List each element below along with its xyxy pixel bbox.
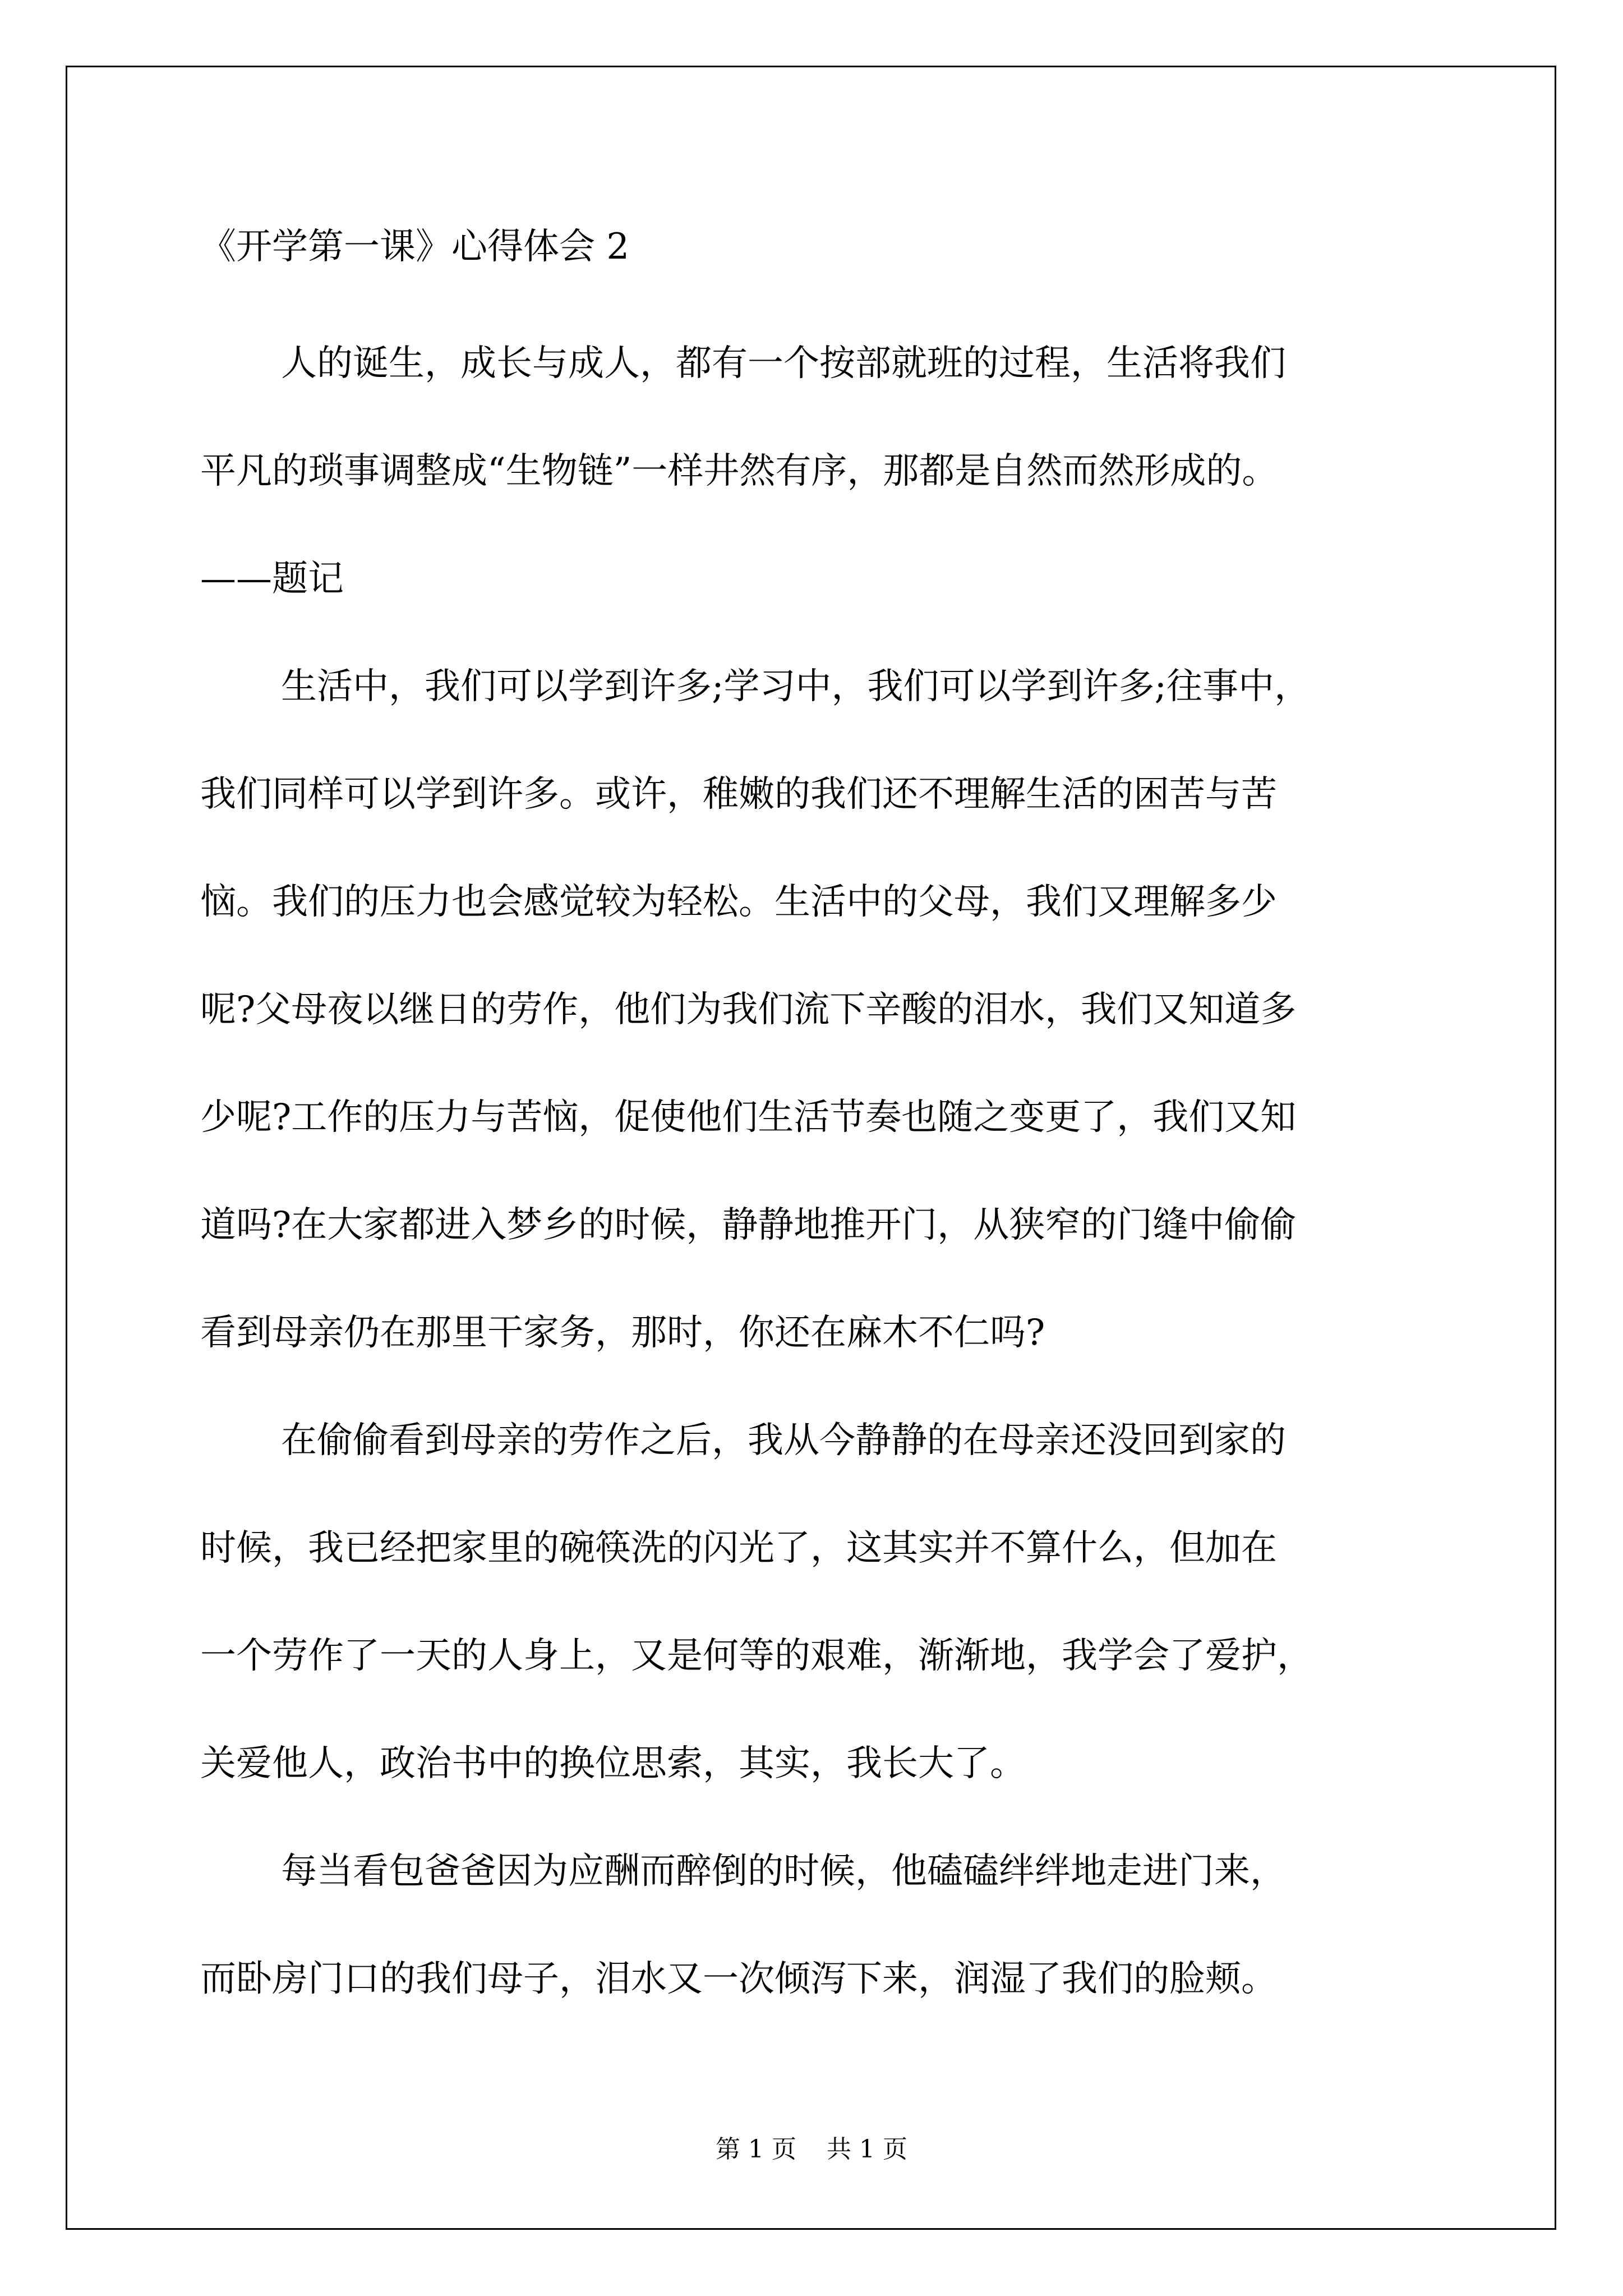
paragraph-line: 人的诞生，成长与成人，都有一个按部就班的过程，生活将我们 (281, 343, 1286, 384)
paragraph-line: 少呢?工作的压力与苦恼，促使他们生活节奏也随之变更了，我们又知 (200, 1097, 1297, 1138)
paragraph-2 (200, 633, 1434, 1387)
paragraph-line: 呢?父母夜以继日的劳作，他们为我们流下辛酸的泪水，我们又知道多 (200, 989, 1297, 1030)
paragraph-1 (200, 310, 1434, 633)
page-footer (0, 2133, 1623, 2166)
paragraph-line: 恼。我们的压力也会感觉较为轻松。生活中的父母，我们又理解多少 (200, 881, 1277, 923)
paragraph-line: 关爱他人，政治书中的换位思索，其实，我长大了。 (200, 1743, 1026, 1784)
paragraph-line: 生活中，我们可以学到许多;学习中，我们可以学到许多;往事中， (281, 666, 1311, 707)
document-title: 《开学第一课》心得体会 2 (200, 226, 630, 268)
paragraph-line: 道吗?在大家都进入梦乡的时候，静静地推开门，从狭窄的门缝中偷偷 (200, 1204, 1297, 1246)
page-number-total: 共 1 页 (827, 2135, 907, 2164)
paragraph-line: 一个劳作了一天的人身上，又是何等的艰难，渐渐地，我学会了爱护， (200, 1635, 1313, 1677)
paragraph-3 (200, 1387, 1434, 1818)
paragraph-line: 而卧房门口的我们母子，泪水又一次倾泻下来，润湿了我们的脸颊。 (200, 1958, 1277, 2000)
page-number-current: 第 1 页 (716, 2135, 796, 2164)
paragraph-line: 在偷偷看到母亲的劳作之后，我从今静静的在母亲还没回到家的 (281, 1420, 1286, 1461)
paragraph-line: 时候，我已经把家里的碗筷洗的闪光了，这其实并不算什么，但加在 (200, 1527, 1277, 1569)
paragraph-line: ——题记 (200, 558, 344, 600)
paragraph-line: 每当看包爸爸因为应酬而醉倒的时候，他磕磕绊绊地走进门来， (281, 1851, 1286, 1892)
paragraph-line: 我们同样可以学到许多。或许，稚嫩的我们还不理解生活的困苦与苦 (200, 774, 1277, 815)
paragraph-line: 平凡的琐事调整成“生物链”一样井然有序，那都是自然而然形成的。 (200, 450, 1278, 492)
paragraph-line: 看到母亲仍在那里干家务，那时，你还在麻木不仁吗? (200, 1312, 1045, 1354)
paragraph-4 (200, 1818, 1434, 2033)
